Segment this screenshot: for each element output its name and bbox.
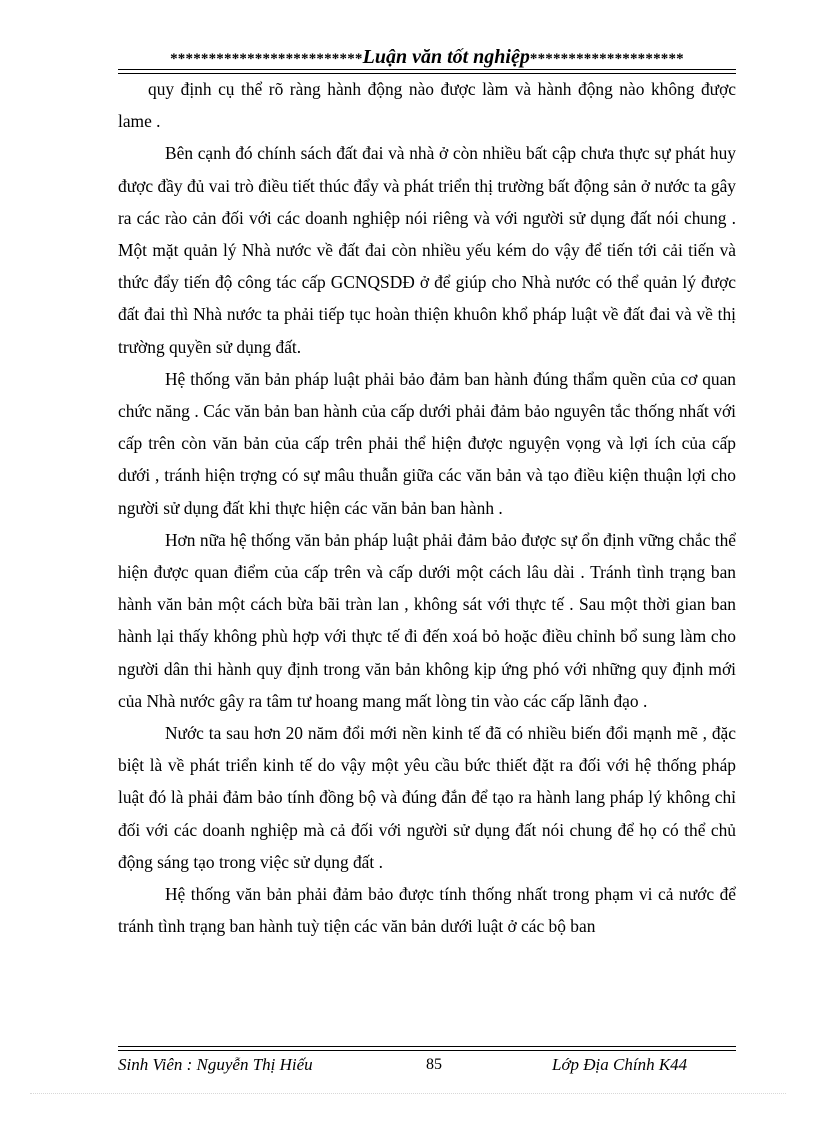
footer-student-name: Sinh Viên : Nguyễn Thị Hiếu [118,1055,313,1074]
body-text [118,73,736,942]
paragraph: Hơn nữa hệ thống văn bản pháp luật phải đảm bảo được sự ổn định vững chắc thể hiện được quan điểm của cấp trên và cấp dưới một cách lâu dài . Tránh tình trạng ban hành văn bản một cách bừa bãi tràn lan , không sát với thực tế . Sau một thời gian ban hành lại thấy không phù hợp với thực tế đi đến xoá bỏ hoặc điều chỉnh bổ sung làm cho người dân thi hành quy định trong văn bản không kịp ứng phó với những quy định mới của Nhà nước gây ra tâm tư hoang mang mất lòng tin vào các cấp lãnh đạo . [118,529,736,711]
paragraph: Bên cạnh đó chính sách đất đai và nhà ở còn nhiều bất cập chưa thực sự phát huy được đầy đủ vai trò điều tiết thúc đẩy và phát triển thị trường bất động sản ở nước ta gây ra các rào cản đối với các doanh nghiệp nói riêng và với người sử dụng đất nói chung . Một mặt quản lý Nhà nước về đất đai còn nhiều yếu kém do vậy để tiến tới cải tiến và thức đẩy tiến độ công tác cấp GCNQSDĐ ở để giúp cho Nhà nước có thể quản lý được đất đai thì Nhà nước ta phải tiếp tục hoàn thiện khuôn khổ pháp luật về đất đai và về thị trường quyền sử dụng đất. [118,143,736,357]
header-stars-right: ******************** [529,51,684,67]
page-bottom-dotted-divider [30,1093,786,1094]
header-rule-thick [118,69,736,70]
header-title: Luận văn tốt nghiệp [362,46,530,68]
footer-page-number: 85 [426,1056,442,1073]
paragraph: Hệ thống văn bản phải đảm bảo được tính thống nhất trong phạm vi cả nước để tránh tình trạng ban hành tuỳ tiện các văn bản dưới luật ở các bộ ban [118,884,736,937]
page-header [118,46,736,68]
footer-class-name: Lớp Địa Chính K44 [552,1055,688,1074]
paragraph-continued: quy định cụ thể rõ ràng hành động nào được làm và hành động nào không được lame . [118,79,736,132]
paragraph: Nước ta sau hơn 20 năm đổi mới nền kinh tế đã có nhiều biến đổi mạnh mẽ , đặc biệt là về phát triển kinh tế do vậy một yêu cầu bức thiết đặt ra đối với hệ thống pháp luật đó là phải đảm bảo tính đồng bộ và đúng đắn để tạo ra hành lang pháp lý không chỉ đối với các doanh nghiệp mà cả đối với người sử dụng đất nói chung để họ có thể chủ động sáng tạo trong việc sử dụng đất . [118,723,736,872]
paragraph: Hệ thống văn bản pháp luật phải bảo đảm ban hành đúng thẩm quền của cơ quan chức năng . Các văn bản ban hành của cấp dưới phải đảm bảo nguyên tắc thống nhất với cấp trên còn văn bản của cấp trên phải thể hiện được nguyện vọng và lợi ích của cấp dưới , tránh hiện trợng có sự mâu thuẫn giữa các văn bản và tạo điều kiện thuận lợi cho người sử dụng đất khi thực hiện các văn bản ban hành . [118,368,736,518]
footer-rule-thin [118,1046,736,1047]
header-stars-left: ************************* [170,51,363,67]
footer-rule-thick [118,1050,736,1051]
